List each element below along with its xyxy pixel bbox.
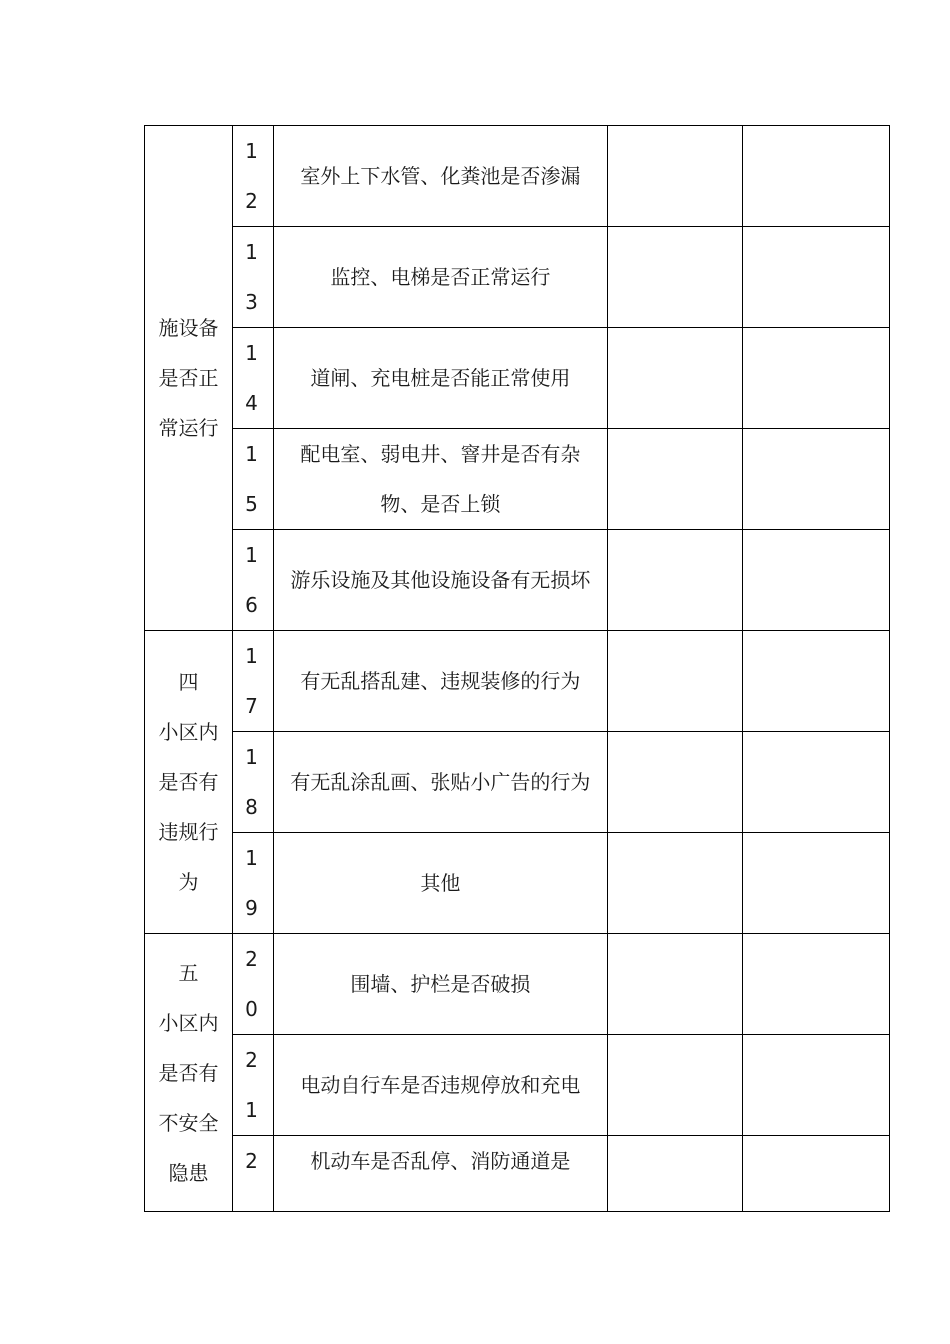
category-line: 是否有 xyxy=(158,1060,219,1085)
remark-cell[interactable] xyxy=(742,1136,889,1212)
check-item: 游乐设施及其他设施设备有无损坏 xyxy=(274,530,607,631)
row-number: 2 xyxy=(233,1136,274,1212)
remark-cell[interactable] xyxy=(742,1035,889,1136)
table-row xyxy=(145,227,890,328)
remark-cell[interactable] xyxy=(742,833,889,934)
category-line: 是否正 xyxy=(158,366,219,390)
category-line: 五 xyxy=(178,960,199,985)
remark-cell[interactable] xyxy=(742,429,889,530)
category-cell xyxy=(145,126,233,631)
row-number: 2 1 xyxy=(233,1035,274,1136)
category-line: 为 xyxy=(178,870,199,894)
table-row xyxy=(145,429,890,530)
result-cell[interactable] xyxy=(607,631,742,732)
check-item: 其他 xyxy=(274,833,607,934)
category-cell xyxy=(145,934,233,1212)
table-row xyxy=(145,732,890,833)
category-line: 违规行 xyxy=(158,820,219,844)
row-number: 1 4 xyxy=(233,328,274,429)
category-line: 小区内 xyxy=(158,1010,219,1035)
check-item: 机动车是否乱停、消防通道是 xyxy=(274,1136,607,1212)
table-row xyxy=(145,328,890,429)
row-number: 2 0 xyxy=(233,934,274,1035)
result-cell[interactable] xyxy=(607,934,742,1035)
remark-cell[interactable] xyxy=(742,934,889,1035)
check-item: 室外上下水管、化粪池是否渗漏 xyxy=(274,126,607,227)
check-item: 电动自行车是否违规停放和充电 xyxy=(274,1035,607,1136)
row-number: 1 2 xyxy=(233,126,274,227)
result-cell[interactable] xyxy=(607,429,742,530)
remark-cell[interactable] xyxy=(742,126,889,227)
result-cell[interactable] xyxy=(607,328,742,429)
remark-cell[interactable] xyxy=(742,732,889,833)
table-row xyxy=(145,530,890,631)
result-cell[interactable] xyxy=(607,227,742,328)
check-item: 监控、电梯是否正常运行 xyxy=(274,227,607,328)
category-cell xyxy=(145,631,233,934)
inspection-table xyxy=(144,125,890,1212)
table-row xyxy=(145,126,890,227)
result-cell[interactable] xyxy=(607,1136,742,1212)
remark-cell[interactable] xyxy=(742,530,889,631)
result-cell[interactable] xyxy=(607,732,742,833)
result-cell[interactable] xyxy=(607,833,742,934)
category-line: 不安全 xyxy=(158,1110,219,1135)
table-row xyxy=(145,1136,890,1212)
result-cell[interactable] xyxy=(607,1035,742,1136)
category-line: 四 xyxy=(178,670,199,694)
category-line: 施设备 xyxy=(158,316,219,340)
row-number: 1 7 xyxy=(233,631,274,732)
table-row xyxy=(145,934,890,1035)
check-item: 有无乱搭乱建、违规装修的行为 xyxy=(274,631,607,732)
category-line: 常运行 xyxy=(158,416,219,440)
row-number: 1 5 xyxy=(233,429,274,530)
table-row xyxy=(145,631,890,732)
result-cell[interactable] xyxy=(607,530,742,631)
check-item: 配电室、弱电井、窨井是否有杂物、是否上锁 xyxy=(274,429,607,530)
table-row xyxy=(145,833,890,934)
category-line: 隐患 xyxy=(168,1160,209,1185)
remark-cell[interactable] xyxy=(742,227,889,328)
remark-cell[interactable] xyxy=(742,328,889,429)
row-number: 1 9 xyxy=(233,833,274,934)
table-row xyxy=(145,1035,890,1136)
row-number: 1 3 xyxy=(233,227,274,328)
category-line: 是否有 xyxy=(158,770,219,794)
result-cell[interactable] xyxy=(607,126,742,227)
check-item: 道闸、充电桩是否能正常使用 xyxy=(274,328,607,429)
row-number: 1 8 xyxy=(233,732,274,833)
check-item: 围墙、护栏是否破损 xyxy=(274,934,607,1035)
check-item: 有无乱涂乱画、张贴小广告的行为 xyxy=(274,732,607,833)
row-number: 1 6 xyxy=(233,530,274,631)
remark-cell[interactable] xyxy=(742,631,889,732)
category-line: 小区内 xyxy=(158,720,219,744)
